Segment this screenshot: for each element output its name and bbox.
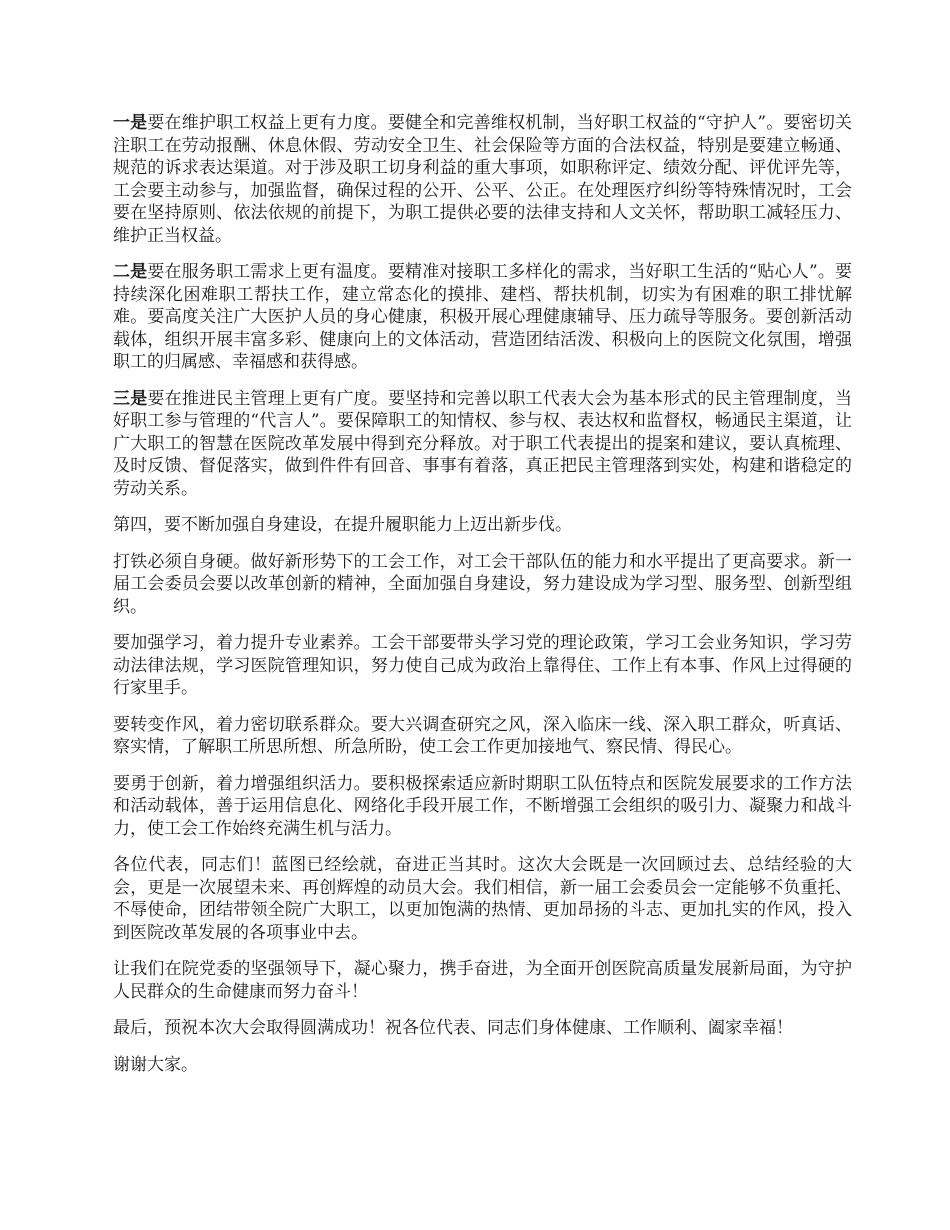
paragraph-11 <box>113 1017 852 1040</box>
paragraph-7 <box>113 714 852 759</box>
paragraph-6 <box>113 632 852 700</box>
paragraph-text: 各位代表，同志们！蓝图已经绘就，奋进正当其时。这次大会既是一次回顾过去、总结经验的大会，更是一次展望未来、再创辉煌的动员大会。我们相信，新一届工会委员会一定能够不负重托、不辱使命，团结带领全院广大职工，以更加饱满的热情、更加昂扬的斗志、更加扎实的作风，投入到医院改革发展的各项事业中去。 <box>113 855 852 943</box>
paragraph-text: 让我们在院党委的坚强领导下，凝心聚力，携手奋进，为全面开创医院高质量发展新局面，为守护人民群众的生命健康而努力奋斗！ <box>113 959 852 1002</box>
paragraph-lead: 二是 <box>113 262 148 282</box>
paragraph-text: 谢谢大家。 <box>113 1054 198 1075</box>
paragraph-lead: 三是 <box>113 388 148 409</box>
paragraph-8 <box>113 773 852 841</box>
paragraph-text: 要勇于创新，着力增强组织活力。要积极探索适应新时期职工队伍特点和医院发展要求的工作方法和活动载体，善于运用信息化、网络化手段开展工作，不断增强工会组织的吸引力、凝聚力和战斗力，使工会工作始终充满生机与活力。 <box>113 773 852 839</box>
paragraph-text: 第四，要不断加强自身建设，在提升履职能力上迈出新步伐。 <box>113 515 572 535</box>
paragraph-9 <box>113 854 852 944</box>
paragraph-text: 要在服务职工需求上更有温度。要精准对接职工多样化的需求，当好职工生活的“贴心人”。要持续深化困难职工帮扶工作，建立常态化的摸排、建档、帮扶机制，切实为有困难的职工排忧解难。要高度关注广大医护人员的身心健康，积极开展心理健康辅导、压力疏导等服务。要创新活动载体，组织开展丰富多彩、健康向上的文体活动，营造团结活泼、积极向上的医院文化氛围，增强职工的归属感、幸福感和获得感。 <box>113 262 852 372</box>
paragraph-text: 要转变作风，着力密切联系群众。要大兴调查研究之风，深入临床一线、深入职工群众，听真话、察实情，了解职工所思所想、所急所盼，使工会工作更加接地气、察民情、得民心。 <box>113 714 852 757</box>
paragraph-text: 最后，预祝本次大会取得圆满成功！祝各位代表、同志们身体健康、工作顺利、阖家幸福！ <box>113 1018 793 1038</box>
paragraph-2 <box>113 261 852 374</box>
paragraph-4 <box>113 514 852 537</box>
paragraph-3 <box>113 388 852 501</box>
paragraph-text: 打铁必须自身硬。做好新形势下的工会工作，对工会干部队伍的能力和水平提出了更高要求。新一届工会委员会要以改革创新的精神，全面加强自身建设，努力建设成为学习型、服务型、创新型组织。 <box>113 551 852 617</box>
paragraph-text: 要加强学习，着力提升专业素养。工会干部要带头学习党的理论政策，学习工会业务知识，学习劳动法律法规，学习医院管理知识，努力使自己成为政治上靠得住、工作上有本事、作风上过得硬的行家里手。 <box>113 633 852 698</box>
paragraph-12 <box>113 1054 852 1077</box>
paragraph-10 <box>113 958 852 1003</box>
paragraph-text: 要在维护职工权益上更有力度。要健全和完善维权机制，当好职工权益的“守护人”。要密切关注职工在劳动报酬、休息休假、劳动安全卫生、社会保险等方面的合法权益，特别是要建立畅通、规范的诉求表达渠道。对于涉及职工切身利益的重大事项，如职称评定、绩效分配、评优评先等，工会要主动参与，加强监督，确保过程的公开、公平、公正。在处理医疗纠纷等特殊情况时，工会要在坚持原则、依法依规的前提下，为职工提供必要的法律支持和人文关怀，帮助职工减轻压力、维护正当权益。 <box>113 113 852 246</box>
paragraph-5 <box>113 551 852 619</box>
document-body <box>113 112 852 1090</box>
paragraph-lead: 一是 <box>113 113 148 133</box>
paragraph-text: 要在推进民主管理上更有广度。要坚持和完善以职工代表大会为基本形式的民主管理制度，当好职工参与管理的“代言人”。要保障职工的知情权、参与权、表达权和监督权，畅通民主渠道，让广大职工的智慧在医院改革发展中得到充分释放。对于职工代表提出的提案和建议，要认真梳理、及时反馈、督促落实，做到件件有回音、事事有着落，真正把民主管理落到实处，构建和谐稳定的劳动关系。 <box>113 388 853 499</box>
paragraph-1 <box>113 112 852 247</box>
